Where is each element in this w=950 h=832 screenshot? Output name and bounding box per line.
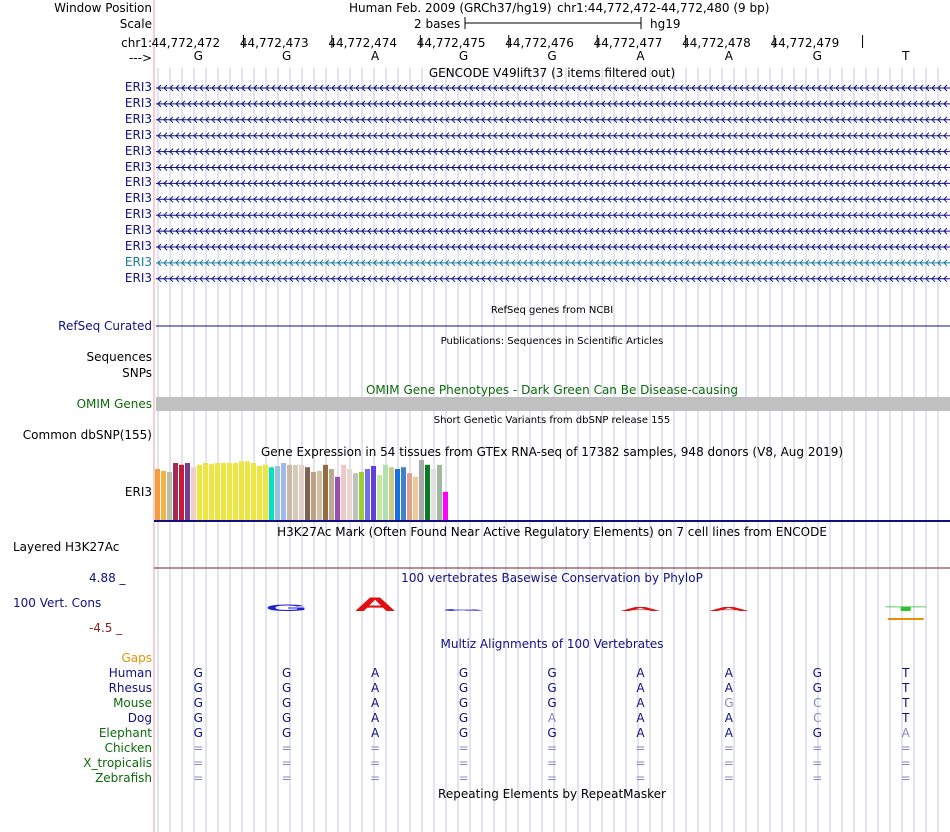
window-position-label: Window Position xyxy=(54,1,152,15)
aligned-base: A xyxy=(724,726,733,740)
assembly-label: Human Feb. 2009 (GRCh37/hg19) xyxy=(349,1,552,15)
gencode-item-label: ERI3 xyxy=(124,175,152,190)
aligned-base: G xyxy=(547,696,557,710)
gtex-gene-label[interactable]: ERI3 xyxy=(124,485,152,499)
gtex-tissue-bar xyxy=(239,461,244,520)
aligned-base: G xyxy=(193,666,203,680)
reference-base: G xyxy=(547,49,557,63)
aligned-base: A xyxy=(724,666,733,680)
gencode-item-label: ERI3 xyxy=(124,270,152,285)
gtex-tissue-bar xyxy=(275,466,280,520)
cons-min-label: -4.5 _ xyxy=(89,621,123,635)
gtex-tissue-bar xyxy=(437,465,442,520)
reference-base: G xyxy=(458,49,469,63)
gencode-item-label: ERI3 xyxy=(124,207,152,222)
gtex-tissue-bar xyxy=(323,465,328,520)
aligned-base: = xyxy=(370,756,381,770)
gencode-item-label: ERI3 xyxy=(124,159,152,174)
aligned-base: = xyxy=(546,771,558,785)
aligned-base: = xyxy=(458,756,469,770)
gtex-tissue-bar xyxy=(209,464,214,520)
chrom-label: chr1: xyxy=(121,36,152,50)
aligned-base: A xyxy=(636,711,645,725)
aligned-base: G xyxy=(193,696,203,710)
aligned-base: A xyxy=(636,681,645,695)
aligned-base: = xyxy=(193,741,204,755)
gtex-tissue-bar xyxy=(335,477,340,520)
aligned-base: = xyxy=(812,771,823,785)
phylop-base-glyph: G xyxy=(442,608,485,612)
ruler-position-label: 44,772,473 xyxy=(239,36,309,50)
gencode-item-label: ERI3 xyxy=(124,254,152,269)
aligned-base: G xyxy=(282,666,292,680)
gtex-tissue-bar xyxy=(341,465,346,520)
aligned-base: A xyxy=(547,711,557,725)
gtex-tissue-bar xyxy=(305,467,310,520)
aligned-base: A xyxy=(636,666,645,680)
h3k27ac-track-label[interactable]: Layered H3K27Ac xyxy=(13,540,120,554)
aligned-base: A xyxy=(371,726,380,740)
dbsnp-track-title[interactable]: Short Genetic Variants from dbSNP release 155 xyxy=(433,415,671,426)
aligned-base: G xyxy=(812,666,822,680)
ruler-position-label: 44,772,479 xyxy=(770,36,840,50)
aligned-base: = xyxy=(458,771,469,785)
aligned-base: = xyxy=(546,756,558,770)
gtex-tissue-bar xyxy=(233,463,238,520)
gtex-tissue-bar xyxy=(299,465,304,520)
sequences-track-label[interactable]: Sequences xyxy=(86,350,152,364)
species-label: Elephant xyxy=(98,726,152,740)
gtex-tissue-bar xyxy=(389,467,394,520)
aligned-base: = xyxy=(723,756,734,770)
aligned-base: = xyxy=(635,756,646,770)
aligned-base: G xyxy=(812,681,822,695)
phylop-base-glyph: A xyxy=(619,606,664,613)
aligned-base: T xyxy=(902,666,910,680)
gtex-tissue-bar xyxy=(377,475,382,520)
omim-gene-bar xyxy=(156,397,950,411)
gencode-item-label: ERI3 xyxy=(124,80,152,94)
gtex-tissue-bar xyxy=(251,463,256,520)
aligned-base: = xyxy=(635,741,646,755)
aligned-base: G xyxy=(724,696,734,710)
strand-arrow-label: ---> xyxy=(128,51,152,65)
gencode-item-label: ERI3 xyxy=(124,95,152,110)
ruler-position-label: 44,772,477 xyxy=(593,36,663,50)
aligned-base: = xyxy=(900,756,911,770)
position-label: chr1:44,772,472-44,772,480 (9 bp) xyxy=(557,1,770,15)
aligned-base: = xyxy=(635,771,646,785)
phylop-base-glyph: A xyxy=(353,594,397,616)
rmsk-track-title[interactable]: Repeating Elements by RepeatMasker xyxy=(438,787,666,801)
aligned-base: A xyxy=(371,696,380,710)
reference-base: A xyxy=(724,49,733,63)
aligned-base: G xyxy=(282,726,292,740)
species-label: Rhesus xyxy=(108,681,152,695)
gtex-tissue-bar xyxy=(191,467,196,520)
reference-base: A xyxy=(636,49,645,63)
aligned-base: A xyxy=(371,711,380,725)
gtex-track-title[interactable]: Gene Expression in 54 tissues from GTEx RNA-seq of 17382 samples, 948 donors (V8, Aug 2019) xyxy=(260,445,844,459)
aligned-base: = xyxy=(281,741,292,755)
phylop-base-glyph: A xyxy=(707,606,752,613)
gtex-tissue-bar xyxy=(197,465,202,520)
aligned-base: A xyxy=(636,726,645,740)
aligned-base: = xyxy=(281,771,292,785)
dbsnp-track-label[interactable]: Common dbSNP(155) xyxy=(22,428,152,442)
gtex-tissue-bar xyxy=(311,472,316,520)
gtex-tissue-bar xyxy=(173,463,178,520)
aligned-base: = xyxy=(812,741,823,755)
scale-label: Scale xyxy=(119,17,152,31)
species-label: X_tropicalis xyxy=(83,756,152,770)
phylop-base-glyph: G xyxy=(265,603,308,614)
aligned-base: T xyxy=(902,696,910,710)
aligned-base: = xyxy=(370,771,381,785)
species-label: Zebrafish xyxy=(95,771,152,785)
aligned-base: C xyxy=(813,711,822,725)
species-label: Human xyxy=(108,666,152,680)
phylop-track-title[interactable]: 100 vertebrates Basewise Conservation by PhyloP xyxy=(401,571,703,585)
gtex-tissue-bar xyxy=(245,461,250,520)
species-label: Chicken xyxy=(104,741,152,755)
gtex-tissue-bar xyxy=(203,463,208,520)
aligned-base: = xyxy=(723,741,734,755)
species-label: Mouse xyxy=(113,696,152,710)
aligned-base: G xyxy=(458,726,469,740)
gtex-tissue-bar xyxy=(347,469,352,520)
ruler-position-label: 44,772,472 xyxy=(151,36,221,50)
aligned-base: G xyxy=(282,696,292,710)
gtex-tissue-bar xyxy=(443,492,448,520)
gtex-tissue-bar xyxy=(365,469,370,520)
phylop-base-glyph: T xyxy=(884,605,928,613)
aligned-base: A xyxy=(371,681,380,695)
reference-base: A xyxy=(371,49,380,63)
aligned-base: G xyxy=(547,666,557,680)
scale-bar-text: 2 bases xyxy=(414,17,461,31)
aligned-base: G xyxy=(458,666,469,680)
gtex-tissue-bar xyxy=(155,469,160,520)
gaps-label: Gaps xyxy=(121,651,152,665)
gencode-item-label: ERI3 xyxy=(124,143,152,158)
gtex-tissue-bar xyxy=(179,465,184,520)
cons-max-label: 4.88 _ xyxy=(89,571,126,585)
gtex-tissue-bar xyxy=(167,472,172,520)
aligned-base: A xyxy=(724,681,733,695)
gtex-tissue-bar xyxy=(407,473,412,520)
gtex-tissue-bar xyxy=(281,463,286,520)
aligned-base: = xyxy=(900,771,911,785)
aligned-base: = xyxy=(458,741,469,755)
h3k27ac-track-title[interactable]: H3K27Ac Mark (Often Found Near Active Regulatory Elements) on 7 cell lines from ENCODE xyxy=(277,525,827,539)
aligned-base: = xyxy=(193,756,204,770)
gtex-tissue-bar xyxy=(329,469,334,520)
ruler-position-label: 44,772,476 xyxy=(505,36,574,50)
reference-base: T xyxy=(902,49,910,63)
multiz-track-title[interactable]: Multiz Alignments of 100 Vertebrates xyxy=(440,637,664,651)
reference-base: G xyxy=(193,49,203,63)
gtex-tissue-bar xyxy=(257,466,262,520)
gtex-tissue-bar xyxy=(269,467,274,520)
aligned-base: G xyxy=(282,681,292,695)
pubs-track-title[interactable]: Publications: Sequences in Scientific Articles xyxy=(440,336,664,347)
gencode-item-label: ERI3 xyxy=(124,191,152,206)
refseq-track-label[interactable]: RefSeq Curated xyxy=(58,319,152,333)
gtex-tissue-bar xyxy=(419,460,424,520)
omim-track-title[interactable]: OMIM Gene Phenotypes - Dark Green Can Be Disease-causing xyxy=(365,383,739,397)
aligned-base: C xyxy=(813,696,822,710)
aligned-base: G xyxy=(282,711,292,725)
aligned-base: G xyxy=(547,681,557,695)
aligned-base: G xyxy=(458,711,469,725)
aligned-base: T xyxy=(902,681,910,695)
aligned-base: G xyxy=(458,696,469,710)
reference-base: G xyxy=(812,49,822,63)
aligned-base: = xyxy=(546,741,558,755)
gencode-item-label: ERI3 xyxy=(124,223,152,238)
gtex-tissue-bar xyxy=(215,463,220,520)
refseq-track-title[interactable]: RefSeq genes from NCBI xyxy=(490,305,614,316)
aligned-base: A xyxy=(636,696,645,710)
aligned-base: = xyxy=(812,756,823,770)
gencode-item-label: ERI3 xyxy=(124,111,152,126)
gtex-tissue-bar xyxy=(395,469,400,520)
scale-db-text: hg19 xyxy=(650,17,681,31)
aligned-base: A xyxy=(901,726,910,740)
snps-track-label[interactable]: SNPs xyxy=(122,366,152,380)
gtex-tissue-bar xyxy=(425,465,430,520)
ruler-position-label: 44,772,475 xyxy=(416,36,486,50)
gtex-tissue-bar xyxy=(371,466,376,520)
aligned-base: T xyxy=(902,711,910,725)
gencode-item-label: ERI3 xyxy=(124,239,152,253)
aligned-base: G xyxy=(193,726,203,740)
aligned-base: = xyxy=(370,741,381,755)
aligned-base: G xyxy=(547,726,557,740)
omim-track-label[interactable]: OMIM Genes xyxy=(76,397,152,411)
gtex-tissue-bar xyxy=(413,477,418,520)
gtex-tissue-bar xyxy=(185,463,190,520)
reference-base: G xyxy=(282,49,292,63)
gtex-tissue-bar xyxy=(317,471,322,520)
aligned-base: G xyxy=(193,681,203,695)
ruler-position-label: 44,772,474 xyxy=(328,36,398,50)
gtex-tissue-bar xyxy=(431,469,436,520)
gtex-tissue-bar xyxy=(227,463,232,520)
aligned-base: G xyxy=(458,681,469,695)
aligned-base: = xyxy=(193,771,204,785)
species-label: Dog xyxy=(127,711,152,725)
gtex-tissue-bar xyxy=(353,473,358,520)
gtex-tissue-bar xyxy=(359,472,364,520)
aligned-base: G xyxy=(812,726,822,740)
aligned-base: = xyxy=(900,741,911,755)
aligned-base: A xyxy=(371,666,380,680)
gtex-tissue-bar xyxy=(287,465,292,520)
gtex-tissue-bar xyxy=(161,471,166,520)
cons-track-label[interactable]: 100 Vert. Cons xyxy=(13,596,102,610)
gtex-tissue-bar xyxy=(401,467,406,520)
aligned-base: A xyxy=(724,711,733,725)
aligned-base: = xyxy=(281,756,292,770)
gtex-tissue-bar xyxy=(221,463,226,520)
gencode-item-label: ERI3 xyxy=(124,127,152,142)
gtex-tissue-bar xyxy=(293,465,298,520)
aligned-base: G xyxy=(193,711,203,725)
gencode-track-title[interactable]: GENCODE V49lift37 (3 items filtered out) xyxy=(428,66,676,80)
gtex-tissue-bar xyxy=(263,465,268,520)
gtex-tissue-bar xyxy=(383,465,388,520)
aligned-base: = xyxy=(723,771,734,785)
ruler-position-label: 44,772,478 xyxy=(682,36,751,50)
